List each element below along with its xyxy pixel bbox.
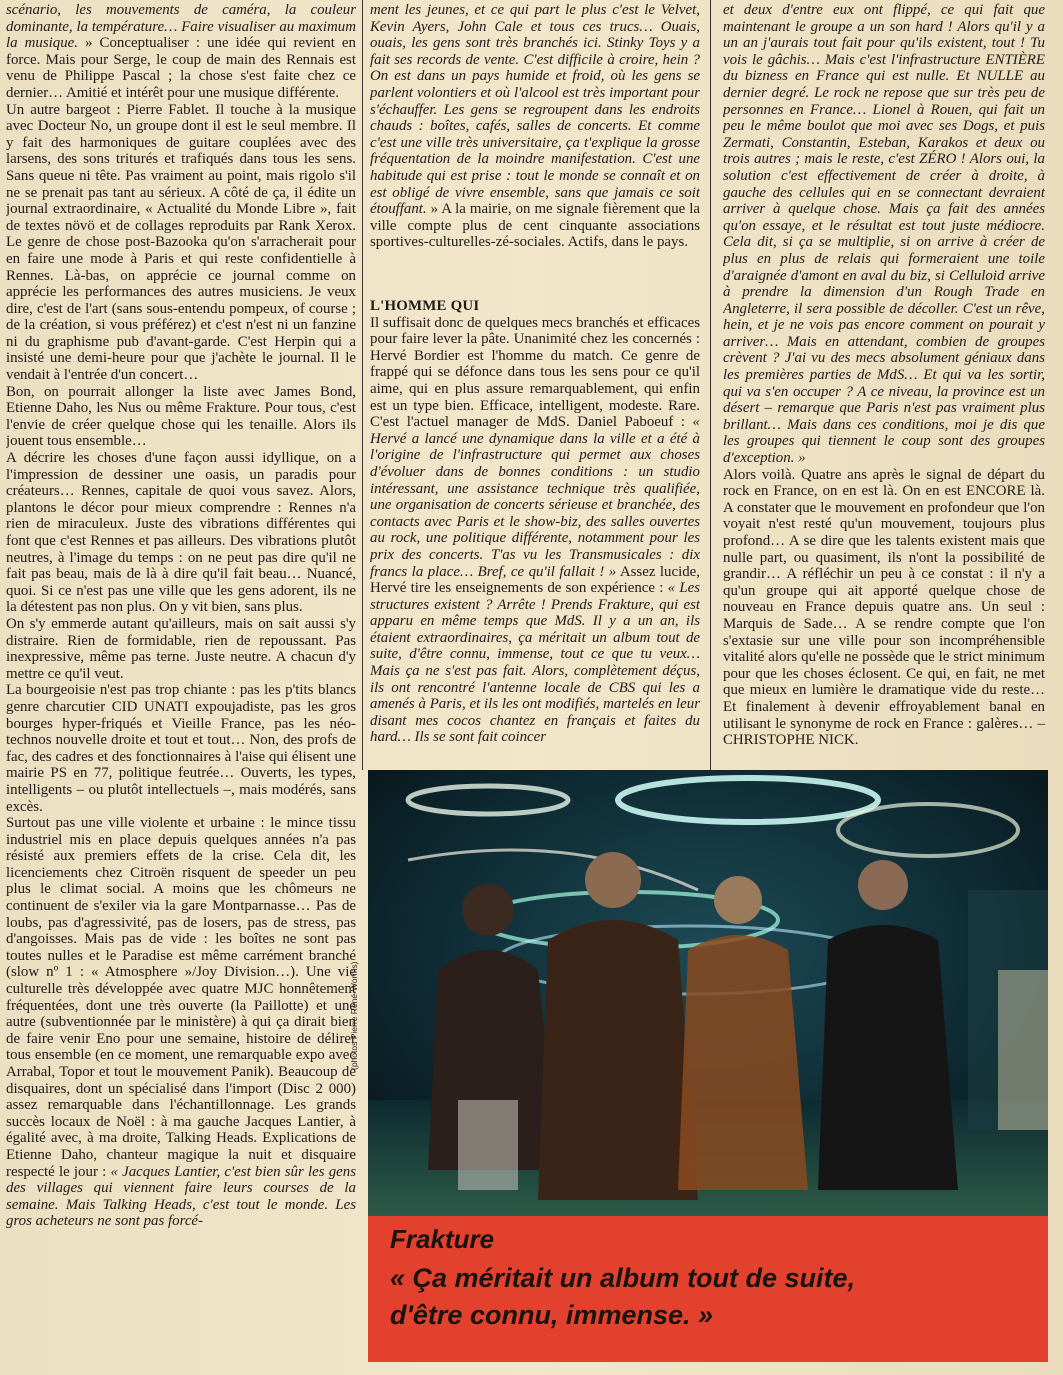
article-column-2-lower	[370, 298, 700, 768]
paragraph: Alors voilà. Quatre ans après le signal de départ du rock en France, on en est là. On en est ENCORE là. A constater que le mouvement en profondeur que l'on voyait n'est resté qu'un mouvement, toujours plus profond… A se dire que les talents existent mais que nulle part, ou quasiment, ils n'ont la possibilité de grandir… A réfléchir un peu à ce constat : il n'y a qu'un groupe qui ait apporté quelque chose de nouveau en France depuis quatre ans. Un seul : Marquis de Sade… A se rendre compte que l'on s'extasie sur une ville pour son incompréhensible vitalité alors qu'elle ne possède que le strict minimum pour que les choses éclosent. Ce qui, en fait, ne met que mieux en lumière le dramatique vide du reste… Et finalement à devenir effroyablement banal en utilisant le synonyme de rock en France : galères… – CHRISTOPHE NICK.	[723, 466, 1045, 749]
column-rule-2	[710, 0, 711, 770]
paragraph: La bourgeoisie n'est pas trop chiante : pas les p'tits blancs genre charcutier CID UNATI expoujadiste, pas les gros bourges hyper-friqués et Vieille France, pas les néo-technos nouvelle droite et tout et tout… Non, des profs de fac, des cadres et des fonctionnaires à l'aise qui élisent une mairie PS en 77, politique feutrée… Ouverts, les types, intelligents – ou plutôt intellectuels –, mais modérés, sans excès.	[6, 682, 356, 815]
pull-quote	[368, 1216, 1048, 1362]
article-column-3	[723, 2, 1045, 760]
column-rule-1	[362, 0, 363, 770]
paragraph: scénario, les mouvements de caméra, la couleur dominante, la température… Faire visualiser au maximum la musique. » Conceptualiser : une idée qui revient en force. Mais pour Serge, le coup de main des Rennais est venu de Philippe Pascal ; la chose s'est faite chez ce dernier… Amitié et intérêt pour une musique différente.	[6, 2, 356, 101]
paragraph: A décrire les choses d'une façon aussi idyllique, on a l'impression de dessiner une oasis, un paradis pour créateurs… Rennes, capitale de quoi vous savez. Alors, plantons le décor pour mieux comprendre : Rennes n'a rien de miraculeux. Juste des vibrations différentes qui font que c'est Rennes et pas ailleurs. Des vibrations plutôt neutres, à l'image du temps : on ne peut pas dire qu'il ne fait pas beau, mais de là à dire qu'il fait beau… Nuancé, quoi. Si ce n'est pas une ville que les gens adorent, ils ne la détestent pas non plus. On y vit bien, sans plus.	[6, 450, 356, 616]
article-column-1	[6, 2, 356, 1370]
quote-line: « Ça méritait un album tout de suite,	[390, 1263, 856, 1293]
paragraph: et deux d'entre eux ont flippé, ce qui fait que maintenant le groupe a un son hard ! Alors qu'il y a un an j'aurais tout fait pour qu'ils existent, tout ! Tu vois le gâchis… Mais c'est l'infrastructure ENTIÈRE du bizness en France qui est nulle. Et NULLE au dernier degré. Le rock ne repose que sur très peu de personnes en France… Lionel à Rouen, qui fait un peu le même boulot que moi avec ses Dogs, et puis Zermati, Constantin, Esteban, Karakos et deux ou trois autres ; mais le reste, c'est ZÉRO ! Alors oui, la solution c'est effectivement de créer à droite, à gauche des cellules qui en se connectant devraient arriver à quelque chose. Mais ça fait des années qu'on essaye, et le résultat est tout juste médiocre. Cela dit, si ça se multiplie, si on arrive à créer de plus en plus de relais qui formeraient une toile d'araignée d'amont en aval du biz, si Celluloid arrive à prendre la dimension d'un Rough Trade en Angleterre, il sera possible de décoller. C'est un rêve, hein, et je ne vois pas encore comment on pourait y arriver… Mais en attendant, combien de groupes crèvent ? J'ai vu des mecs absolument géniaux dans les premières parties de MdS… Et qui va les sortir, qui va s'en occuper ? A ce niveau, la province est un désert – remarque que Paris n'est pas vraiment plus brillant… Mais dans ces conditions, moi je dis que les groupes qui tiennent le coup sont des groupes d'exception. »	[723, 2, 1045, 467]
paragraph: Il suffisait donc de quelques mecs branchés et efficaces pour faire lever la pâte. Unanimité chez les concernés : Hervé Bordier est l'homme du match. Ce genre de frappé qui se défonce dans tous les sens pour ce qu'il aime, qui en plus assure remarquablement, qui enfin est un type bien. Efficace, intelligent, modeste. Rare. C'est l'actuel manager de MdS. Daniel Paboeuf : « Hervé a lancé une dynamique dans la ville et a été à l'origine de l'infrastructure qui permet aux choses d'évoluer dans de bonnes conditions : un studio intéressant, une assistance technique très qualifiée, une organisation de concerts sérieuse et branchée, des contacts avec Paris et le show-biz, des salles ouvertes au rock, une politique différente, notamment pour les prix des concerts. T'as vu les Transmusicales : dix francs la place… Bref, ce qu'il fallait ! » Assez lucide, Hervé tire les enseignements de son expérience : « Les structures existent ? Arrête ! Prends Frakture, qui est apparu en même temps que MdS. Il y a un an, ils étaient extraordinaires, ça méritait un album tout de suite, d'être connu, immense, tout ce que tu veux… Mais ça ne s'est pas fait. Alors, complètement déçus, ils ont rencontré l'antenne locale de CBS qui les a amenés à Paris, et ils les ont modifiés, martelés en leur disant mes cocos chantez en français et faites du hard… Ils se sont fait coincer	[370, 314, 700, 746]
paragraph: On s'y emmerde autant qu'ailleurs, mais on sait aussi s'y distraire. Rien de formidable, rien de repoussant. Pas inexpressive, même pas terne. Juste neutre. A chacun d'y mettre ce qu'il veut.	[6, 615, 356, 682]
photo-illustration	[368, 770, 1048, 1216]
quote-band-name: Frakture	[390, 1224, 495, 1254]
quote-text	[390, 1260, 1028, 1334]
photo-credit: (photos Pierre René-Worms)	[349, 961, 359, 1070]
section-heading: L'HOMME QUI	[370, 298, 480, 314]
paragraph: Bon, on pourrait allonger la liste avec James Bond, Etienne Daho, les Nus ou même Frakture. Pour tous, c'est l'envie de créer quelque chose qui les tenaille. Alors ils jouent tous ensemble…	[6, 383, 356, 450]
paragraph: Surtout pas une ville violente et urbaine : le mince tissu industriel mis en place depuis quelques années n'a pas résisté aux premiers effets de la crise. Cela dit, les licenciements chez Citroën risquent de speeder un peu plus le climat social. A moins que les chômeurs ne continuent de s'exiler via la gare Montparnasse… Pas de loubs, pas d'agressivité, pas de losers, pas de stress, pas d'angoisses. Mais pas de vide : les boîtes ne sont pas toutes nulles et le Paradise est même carrément branché (slow nº 1 : « Atmosphere »/Joy Division…). Une vie culturelle très développée avec quatre MJC honnêtement fréquentées, dont une très ouverte (la Paillotte) et une autre (subventionnée par le ministère) à qui ça dirait bien de faire venir Eno pour une semaine, histoire de délirer tous ensemble (en ce moment, une remarquable expo avec Arrabal, Topor et tout le mouvement Panik). Beaucoup de disquaires, dont un spécialisé dans l'import (Disc 2 000) assez remarquable dans l'échantillonnage. Les grands succès locaux de Noël : à ma gauche Jacques Lantier, à égalité avec, à ma droite, Talking Heads. Explications de Etienne Daho, chanteur magique la nuit et disquaire respecté le jour : « Jacques Lantier, c'est bien sûr les gens des villages qui viennent faire leurs courses de la semaine. Mais Talking Heads, c'est tout le monde. Les gros acheteurs ne sont pas forcé-	[6, 815, 356, 1230]
paragraph: ment les jeunes, et ce qui part le plus c'est le Velvet, Kevin Ayers, John Cale et tous ces trucs… Ouais, ouais, les gens sont très branchés ici. Stinky Toys y a fait ses records de vente. C'est difficile à croire, hein ? On est dans un pays humide et froid, où les gens se parlent volontiers et où l'alcool est très important pour s'échauffer. Les gens se regroupent dans les endroits chauds : boîtes, cafés, salles de concerts. Et comme c'est une ville très universitaire, ça t'explique la grosse fréquentation de la moindre manifestation. C'est une habitude qui est prise : tout le monde se connaît et on est obligé de vivre ensemble, sans que jamais ce soit étouffant. » A la mairie, on me signale fièrement que la ville compte plus de cent cinquante associations sportives-culturelles-zé-sociales. Actifs, dans le pays.	[370, 2, 700, 251]
band-photo	[368, 770, 1048, 1216]
paragraph: Un autre bargeot : Pierre Fablet. Il touche à la musique avec Docteur No, un groupe dont il est le seul membre. Il y fait des harmoniques de guitare couplées avec des larsens, des sons triturés et trafiqués dans tous les sens. Sans queue ni tête. Pas vraiment au point, mais rigolo s'il ne se prenait pas tant au sérieux. A côté de ça, il édite un journal extraordinaire, « Actualité du Monde Libre », fait de textes növö et de collages reproduits par Rank Xerox. Le genre de chose post-Bazooka qu'on s'arracherait pour en faire une mode à Paris et qui reste confidentielle à Rennes. Là-bas, on apprécie ce journal comme on apprécie les performances des autres musiciens. Je veux dire, c'est de l'art (sans sous-entendu pompeux, of course ; de la création, si vous préférez) et c'est n'est ni un fanzine ni du graphisme pub d'avant-garde. C'est Herpin qui a insisté une demi-heure pour que j'achète le journal. Il le vendait à l'entrée d'un concert…	[6, 101, 356, 384]
quote-line: d'être connu, immense. »	[390, 1300, 714, 1330]
